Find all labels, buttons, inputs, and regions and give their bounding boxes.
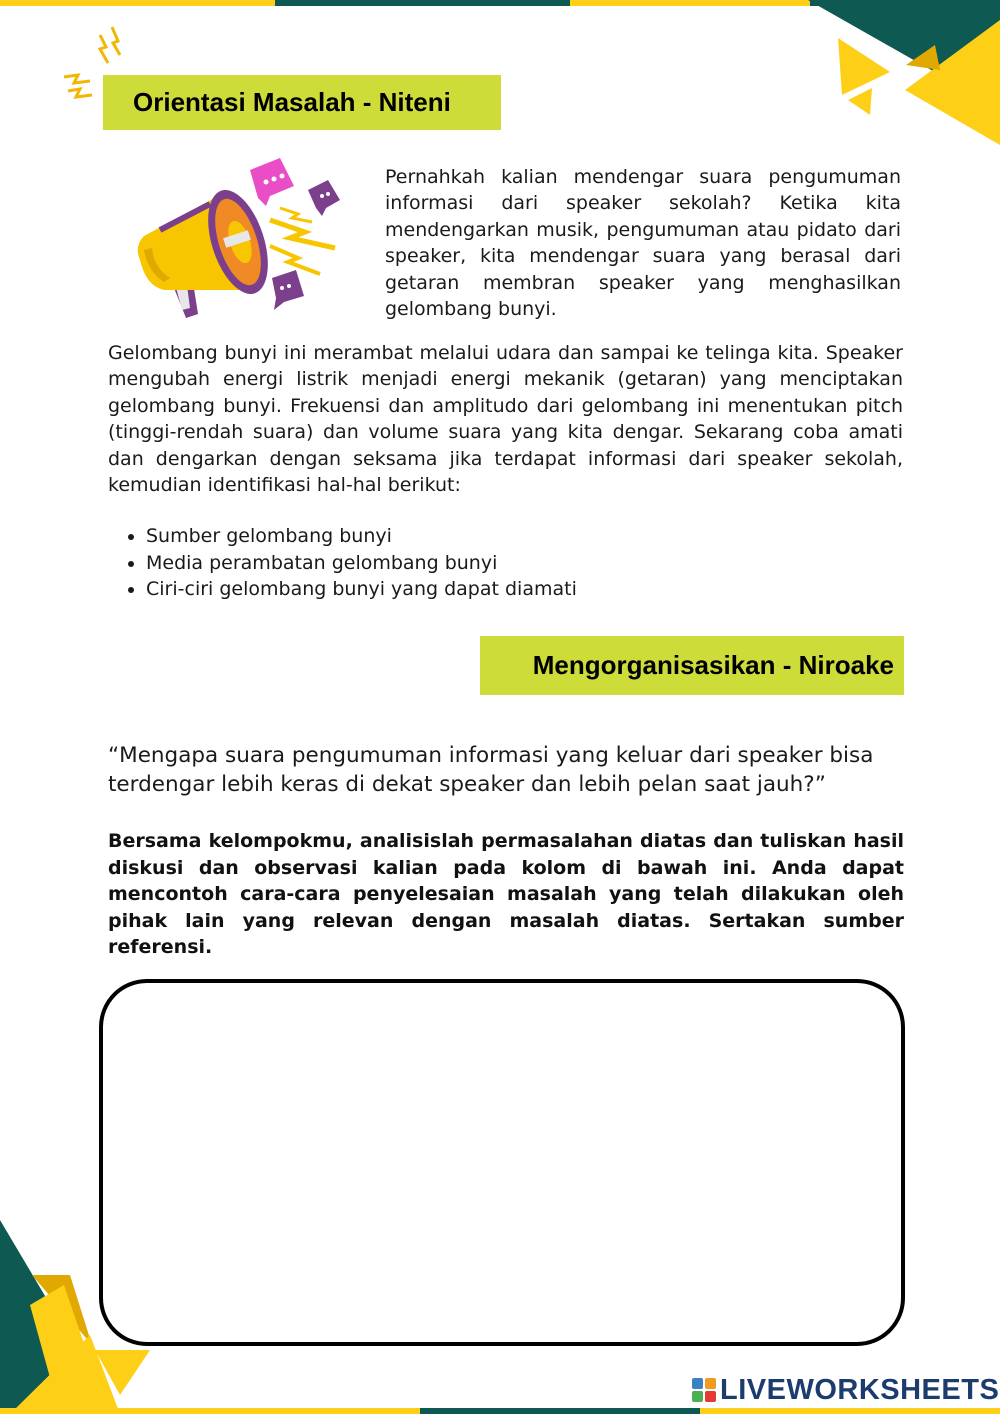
brand-text: LIVEWORKSHEETS	[720, 1373, 1000, 1406]
megaphone-icon	[130, 150, 355, 330]
list-item: • Media perambatan gelombang bunyi	[146, 550, 906, 577]
heading-text: Orientasi Masalah - Niteni	[133, 87, 451, 117]
list-item: • Ciri-ciri gelombang bunyi yang dapat diamati	[146, 576, 906, 603]
corner-decoration-top-right	[800, 0, 1000, 150]
identification-list	[108, 523, 906, 603]
heading-text: Mengorganisasikan - Niroake	[532, 650, 894, 680]
intro-paragraph: Pernahkah kalian mendengar suara pengumuman informasi dari speaker sekolah? Ketika kita mendengarkan musik, pengumuman atau pidato dari speaker, kita mendengar suara yang berasal dari getaran membran speaker yang menghasilkan gelombang bunyi.	[385, 166, 901, 321]
task-instruction: Bersama kelompokmu, analisislah permasalahan diatas dan tuliskan hasil diskusi dan observasi kalian pada kolom di bawah ini. Anda dapat mencontoh cara-cara penyelesaian masalah yang telah dilakukan oleh pihak lain yang relevan dengan masalah diatas. Sertakan sumber referensi.	[108, 830, 904, 958]
body-paragraph: Gelombang bunyi ini merambat melalui udara dan sampai ke telinga kita. Speaker mengubah energi listrik menjadi energi mekanik (getaran) yang menciptakan gelombang bunyi. Frekuensi dan amplitudo dari gelombang ini menentukan pitch (tinggi-rendah suara) dan volume suara yang kita dengar. Sekarang coba amati dan dengarkan dengan seksama jika terdapat informasi dari speaker sekolah, kemudian identifikasi hal-hal berikut:	[108, 342, 903, 497]
brand-mark-icon	[692, 1378, 716, 1402]
section-heading-mengorganisasikan	[480, 636, 904, 695]
problem-question: “Mengapa suara pengumuman informasi yang keluar dari speaker bisa terdengar lebih keras di dekat speaker dan lebih pelan saat jauh?”	[108, 743, 874, 797]
corner-decoration-bottom-left	[0, 1215, 180, 1414]
bottom-color-strip	[0, 1408, 1000, 1414]
list-item: • Sumber gelombang bunyi	[146, 523, 906, 550]
speech-bubble-icon	[250, 158, 294, 206]
liveworksheets-logo	[692, 1374, 999, 1406]
answer-textarea[interactable]	[99, 979, 905, 1346]
section-heading-orientasi	[103, 75, 501, 130]
